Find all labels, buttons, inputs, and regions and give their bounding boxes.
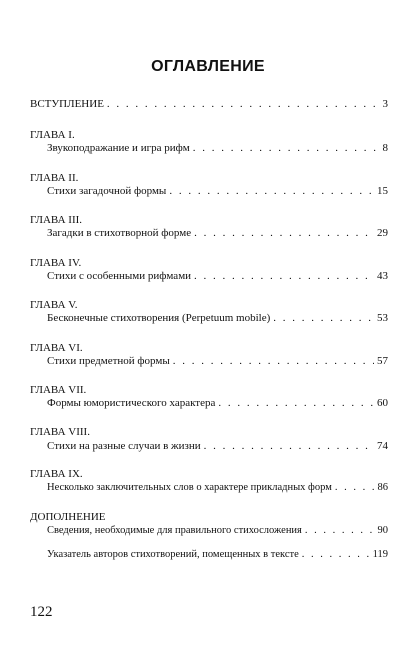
toc-entry-intro: [30, 97, 388, 111]
chapter-heading: ГЛАВА II.: [30, 172, 79, 184]
toc-entry-label: Сведения, необходимые для правильного стихосложения: [47, 525, 302, 536]
chapter-heading: ГЛАВА VIII.: [30, 426, 90, 438]
toc-entry: [47, 396, 388, 410]
toc-entry: [47, 439, 388, 453]
chapter-heading: ГЛАВА VII.: [30, 384, 87, 396]
dot-leader: [302, 548, 370, 562]
page-number: 122: [30, 604, 53, 620]
dot-leader: [173, 354, 374, 368]
toc-entry-label: Стихи предметной формы: [47, 355, 170, 367]
toc-entry: [47, 481, 388, 495]
chapter-heading: ГЛАВА IX.: [30, 468, 83, 480]
toc-entry-page: 15: [377, 185, 388, 197]
toc-entry-label: Бесконечные стихотворения (Perpetuum mobile): [47, 312, 271, 324]
dot-leader: [273, 311, 374, 325]
toc-entry: [47, 141, 388, 155]
toc-entry-label: Стихи с особенными рифмами: [47, 270, 192, 282]
chapter-heading: ГЛАВА IV.: [30, 257, 82, 269]
dot-leader: [305, 524, 375, 538]
toc-entry: [47, 226, 388, 240]
chapter-heading: ГЛАВА VI.: [30, 342, 83, 354]
toc-entry-page: 29: [377, 227, 388, 239]
dot-leader: [107, 97, 380, 111]
dot-leader: [193, 141, 380, 155]
dot-leader: [218, 396, 374, 410]
dot-leader: [194, 226, 374, 240]
dot-leader: [194, 269, 374, 283]
toc-entry-page: 3: [382, 98, 388, 110]
toc-entry: [47, 548, 388, 562]
toc-entry: [47, 184, 388, 198]
toc-entry-label: ВСТУПЛЕНИЕ: [30, 98, 104, 110]
toc-entry-page: 8: [382, 142, 388, 154]
toc-entry-page: 53: [377, 312, 388, 324]
dot-leader: [204, 439, 374, 453]
toc-entry-page: 119: [372, 549, 388, 560]
toc-entry-label: Стихи на разные случаи в жизни: [47, 440, 201, 452]
toc-entry-label: Звукоподражание и игра рифм: [47, 142, 190, 154]
toc-entry-page: 90: [377, 525, 388, 536]
chapter-heading: ГЛАВА I.: [30, 129, 75, 141]
toc-entry: [47, 269, 388, 283]
dot-leader: [335, 481, 375, 495]
toc-entry: [47, 311, 388, 325]
toc-entry-label: Загадки в стихотворной форме: [47, 227, 192, 239]
chapter-heading: ГЛАВА III.: [30, 214, 83, 226]
dot-leader: [169, 184, 374, 198]
toc-entry-page: 43: [377, 270, 388, 282]
chapter-heading: ГЛАВА V.: [30, 299, 78, 311]
toc-entry-page: 57: [377, 355, 388, 367]
toc-entry-label: Формы юмористического характера: [47, 397, 216, 409]
toc-entry-page: 60: [377, 397, 388, 409]
page-title: ОГЛАВЛЕНИЕ: [151, 58, 265, 75]
toc-entry: [47, 354, 388, 368]
toc-entry-label: Несколько заключительных слов о характере прикладных форм: [47, 482, 332, 493]
toc-entry-page: 86: [377, 482, 388, 493]
appendix-heading: ДОПОЛНЕНИЕ: [30, 511, 106, 523]
toc-entry: [47, 524, 388, 538]
toc-entry-label: Указатель авторов стихотворений, помещенных в тексте: [47, 549, 299, 560]
toc-entry-label: Стихи загадочной формы: [47, 185, 167, 197]
toc-entry-page: 74: [377, 440, 388, 452]
